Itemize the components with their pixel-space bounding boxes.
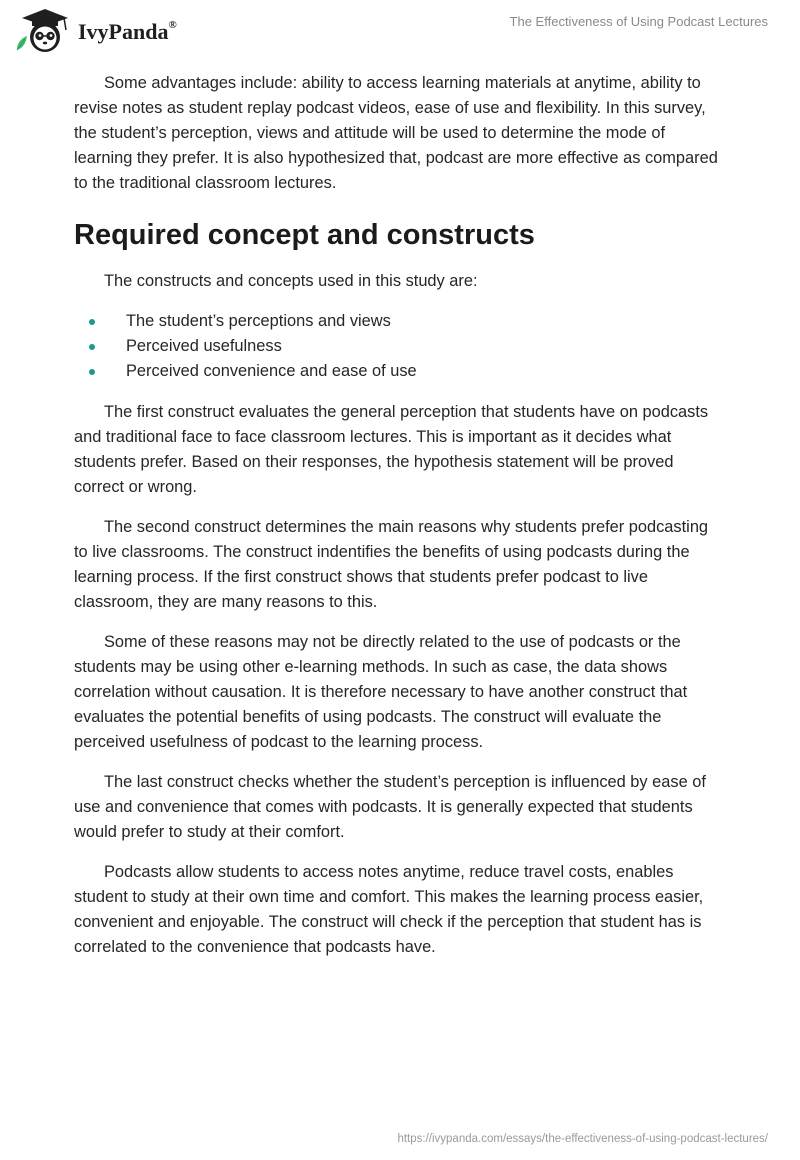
brand-name: IvyPanda® [78, 18, 177, 44]
document-title: The Effectiveness of Using Podcast Lectures [509, 14, 768, 29]
registered-mark: ® [168, 18, 177, 31]
bullet-icon [89, 344, 95, 350]
intro-paragraph: Some advantages include: ability to access learning materials at anytime, ability to revise notes as student replay podcast videos, ease of use and flexibility. In this survey, the student’s perception, views and attitude will be used to determine the mode of learning they prefer. It is also hypothesized that, podcast are more effective as compared to the traditional classroom lectures. [74, 74, 718, 192]
essay-content [74, 71, 724, 975]
bullet-icon [89, 369, 95, 375]
paragraph-first-construct: The first construct evaluates the general perception that students have on podcasts and traditional face to face classroom lectures. This is important as it decides what students prefer. Based on their responses, the hypothesis statement will be proved correct or wrong. [74, 403, 709, 496]
list-intro: The constructs and concepts used in this study are: [104, 272, 478, 290]
source-url[interactable]: https://ivypanda.com/essays/the-effectiveness-of-using-podcast-lectures/ [397, 1133, 768, 1145]
paragraph-reasons: Some of these reasons may not be directly related to the use of podcasts or the students may be using other e-learning methods. In such as case, the data shows correlation without causation. It is therefore necessary to have another construct that evaluates the potential benefits of using podcasts. The construct will evaluate the perceived usefulness of podcast to the learning process. [74, 633, 688, 751]
list-item: Perceived usefulness [74, 334, 724, 359]
brand-logo[interactable] [14, 6, 177, 54]
paragraph-podcasts-benefits: Podcasts allow students to access notes anytime, reduce travel costs, enables student to study at their own time and comfort. This makes the learning process easier, convenient and enjoyable. The construct will check if the perception that student has is correlated to the convenience that podcasts have. [74, 863, 704, 956]
constructs-list [74, 309, 724, 384]
list-item: The student’s perceptions and views [74, 309, 724, 334]
panda-graduate-icon [14, 6, 76, 54]
paragraph-second-construct: The second construct determines the main reasons why students prefer podcasting to live classrooms. The construct indentifies the benefits of using podcasts during the learning process. If the first construct shows that students prefer podcast to live classroom, they are many reasons to this. [74, 518, 709, 611]
paragraph-last-construct: The last construct checks whether the student’s perception is influenced by ease of use and convenience that comes with podcasts. It is generally expected that students would prefer to study at their comfort. [74, 773, 706, 841]
bullet-icon [89, 319, 95, 325]
list-item: Perceived convenience and ease of use [74, 359, 724, 384]
section-heading: Required concept and constructs [74, 219, 535, 251]
page-header [0, 0, 800, 60]
